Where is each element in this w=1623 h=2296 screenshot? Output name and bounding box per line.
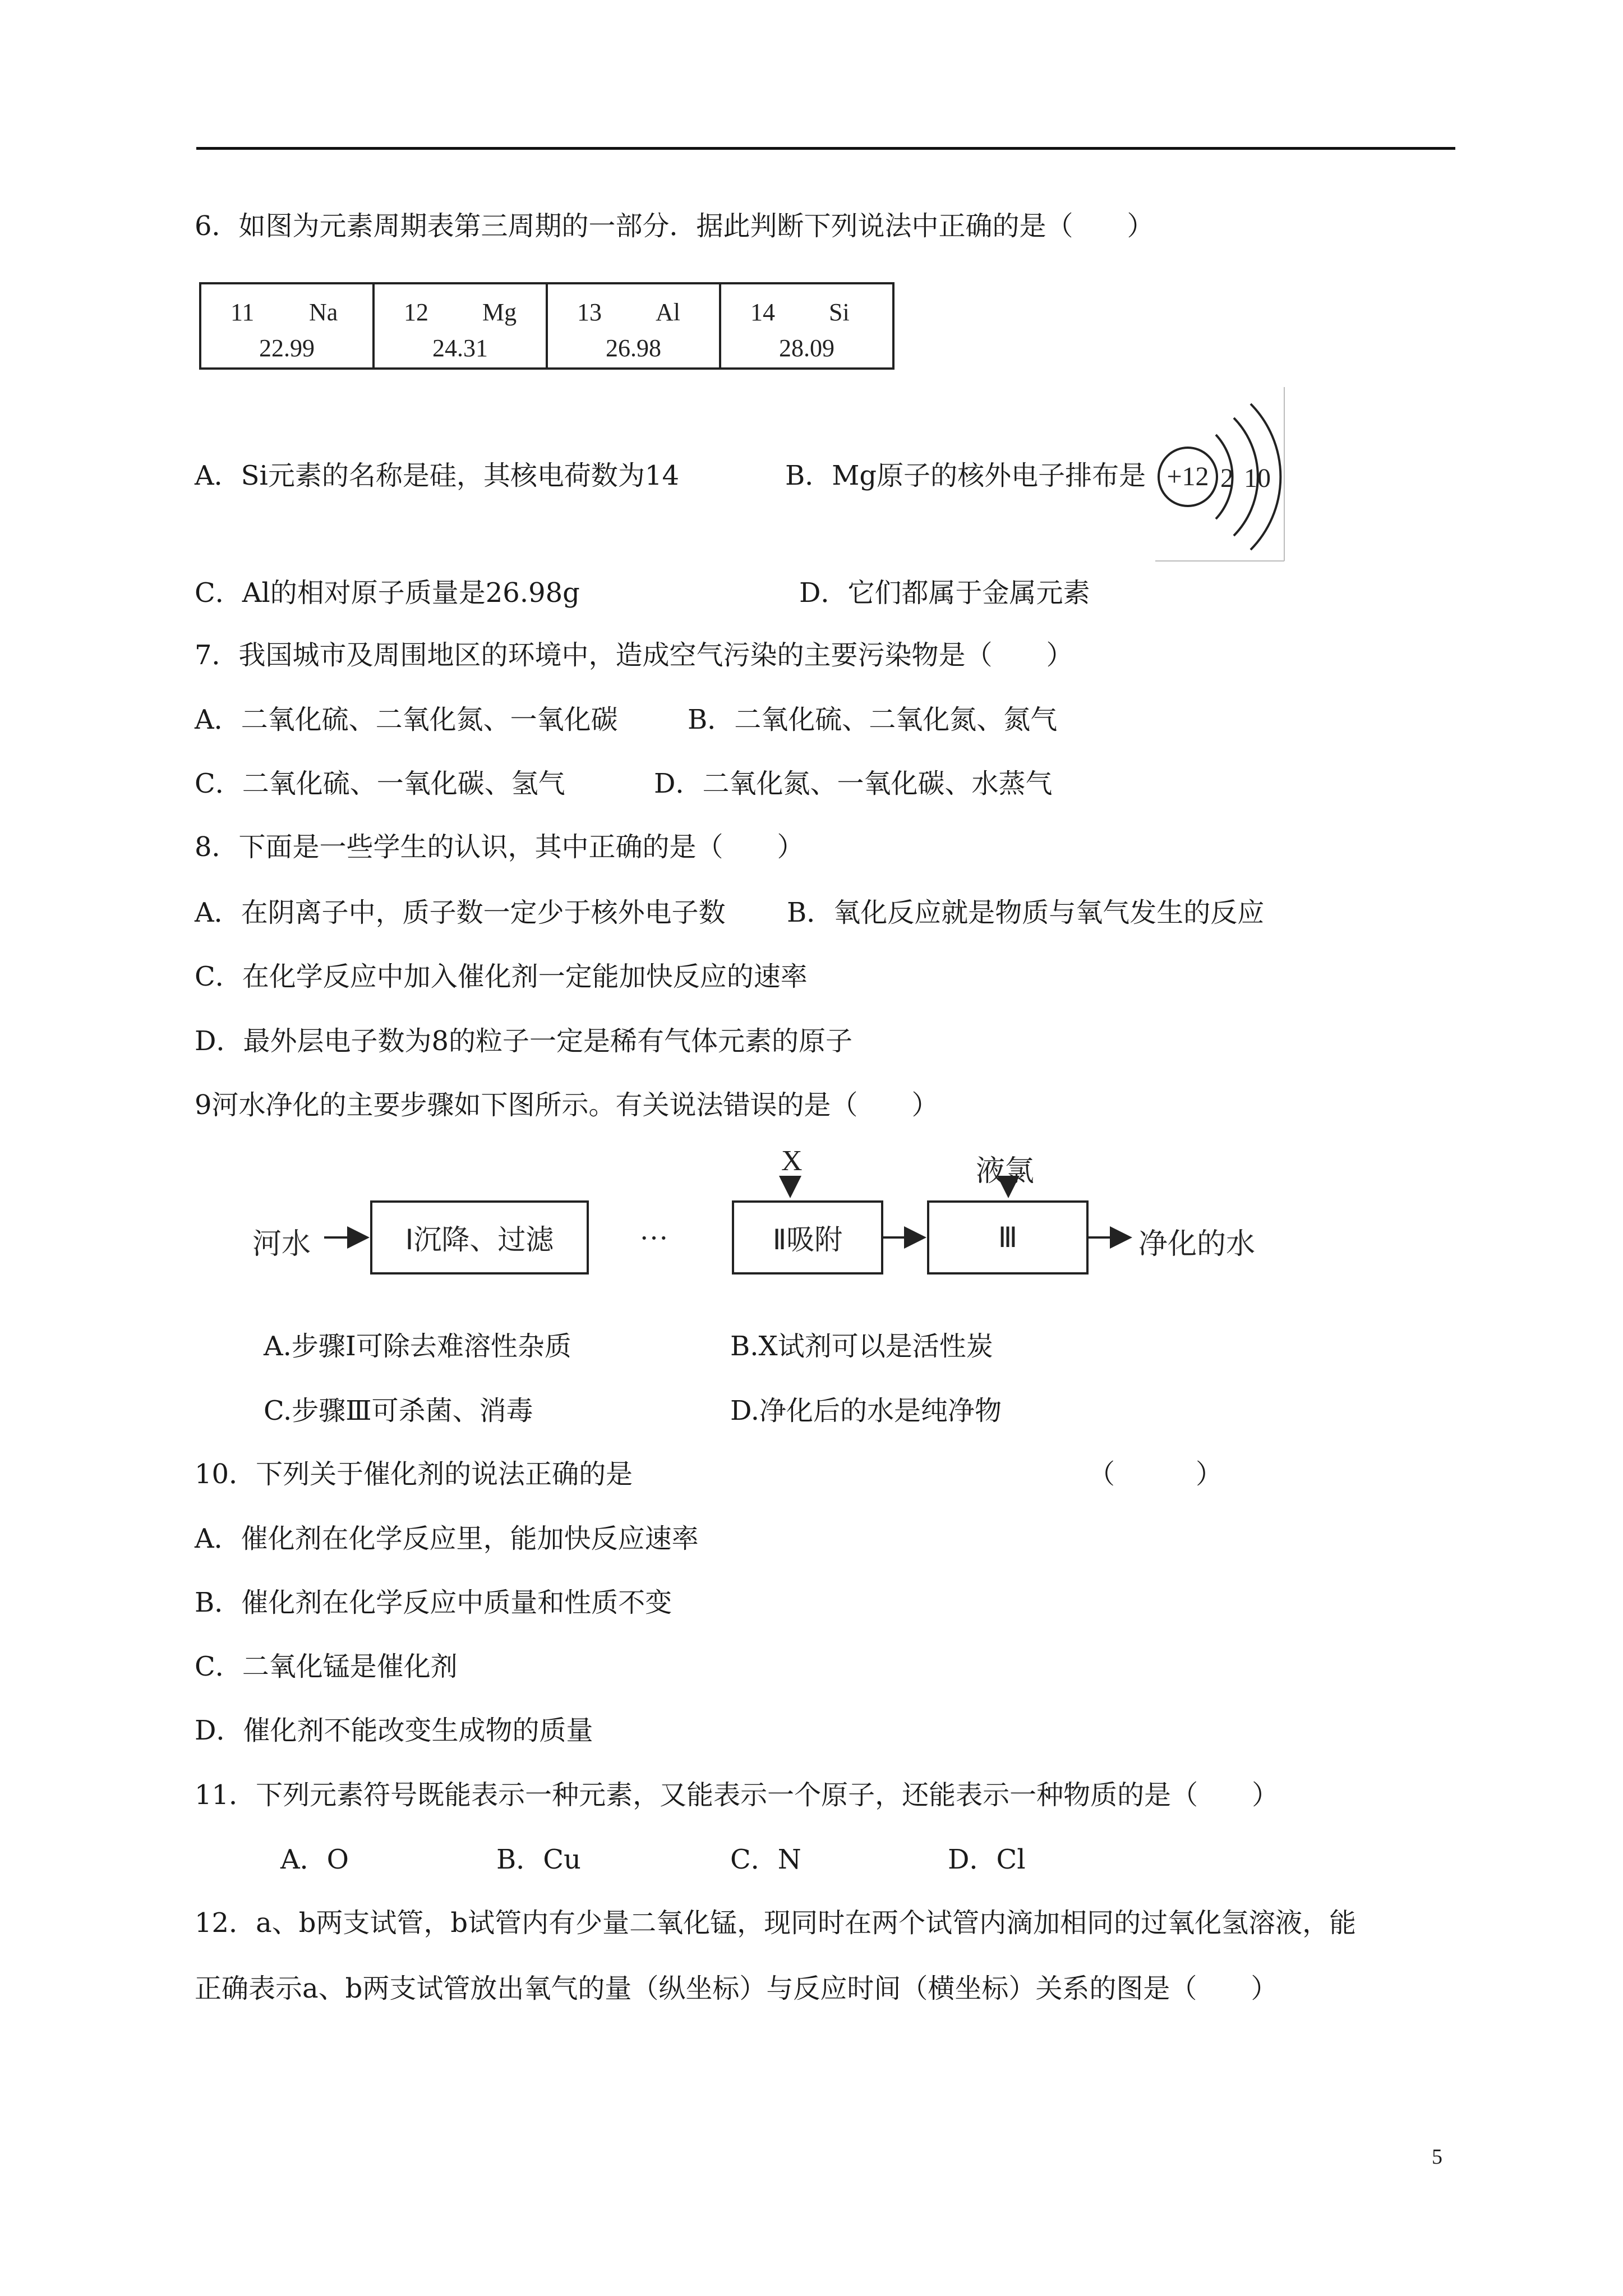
page-number: 5 <box>1432 2145 1442 2169</box>
q10-stem: 10．下列关于催化剂的说法正确的是 <box>195 1458 633 1490</box>
q7-stem: 7．我国城市及周围地区的环境中，造成空气污染的主要污染物是（ ） <box>195 639 1073 671</box>
atomic-mass: 24.31 <box>432 334 488 362</box>
flow-output-purified-water: 净化的水 <box>1138 1228 1256 1260</box>
q8-stem: 8．下面是一些学生的认识，其中正确的是（ ） <box>195 831 804 863</box>
element-cell-na <box>201 284 375 367</box>
q6-option-b[interactable]: B．Mg原子的核外电子排布是 <box>785 460 1146 491</box>
water-purification-flow-diagram <box>252 1144 1273 1301</box>
q6-option-d[interactable]: D．它们都属于金属元素 <box>799 577 1090 609</box>
q11-option-a[interactable]: A．O <box>280 1844 349 1875</box>
flow-step1-box: Ⅰ沉降、过滤 <box>370 1200 589 1274</box>
flow-liquid-chlorine: 液氯 <box>976 1156 1035 1188</box>
element-symbol: Si <box>829 298 850 326</box>
q8-option-c[interactable]: C．在化学反应中加入催化剂一定能加快反应的速率 <box>195 961 808 992</box>
q10-option-b[interactable]: B．催化剂在化学反应中质量和性质不变 <box>195 1587 672 1618</box>
q9-stem: 9河水净化的主要步骤如下图所示。有关说法错误的是（ ） <box>195 1089 939 1121</box>
q12-stem-line1: 12．a、b两支试管，b试管内有少量二氧化锰，现同时在两个试管内滴加相同的过氧化氢溶液，能 <box>195 1907 1357 1939</box>
atomic-number: 12 <box>404 298 428 326</box>
q11-option-b[interactable]: B．Cu <box>496 1844 581 1875</box>
nucleus-charge: +12 <box>1166 462 1209 491</box>
q9-option-b[interactable]: B.X试剂可以是活性炭 <box>730 1331 993 1362</box>
atomic-number: 11 <box>230 298 255 326</box>
q11-stem: 11．下列元素符号既能表示一种元素，又能表示一个原子，还能表示一种物质的是（ ） <box>195 1779 1279 1811</box>
q10-option-a[interactable]: A．催化剂在化学反应里，能加快反应速率 <box>195 1523 699 1554</box>
q12-stem-line2: 正确表示a、b两支试管放出氧气的量（纵坐标）与反应时间（横坐标）关系的图是（ ） <box>195 1973 1278 2004</box>
shell2-electrons: 10 <box>1244 463 1271 493</box>
q11-option-c[interactable]: C．N <box>730 1844 801 1875</box>
element-cell-si <box>721 284 892 367</box>
q9-option-a[interactable]: A.步骤Ⅰ可除去难溶性杂质 <box>264 1331 571 1362</box>
flow-input-river-water: 河水 <box>252 1228 311 1260</box>
flow-step2-box: Ⅱ吸附 <box>732 1200 883 1274</box>
q9-option-d[interactable]: D.净化后的水是纯净物 <box>730 1395 1002 1427</box>
element-cell-al <box>548 284 721 367</box>
q10-answer-bracket: （ ） <box>1088 1458 1223 1490</box>
element-symbol: Al <box>656 298 680 326</box>
flow-ellipsis: ··· <box>639 1222 668 1254</box>
q8-option-b[interactable]: B．氧化反应就是物质与氧气发生的反应 <box>787 897 1265 928</box>
shell1-electrons: 2 <box>1220 463 1234 493</box>
q6-stem: 6．如图为元素周期表第三周期的一部分．据此判断下列说法中正确的是（ ） <box>195 210 1154 242</box>
q10-option-c[interactable]: C．二氧化锰是催化剂 <box>195 1651 458 1682</box>
element-symbol: Na <box>309 298 338 326</box>
periodic-table-excerpt <box>199 282 895 370</box>
q7-option-d[interactable]: D．二氧化氮、一氧化碳、水蒸气 <box>654 768 1053 799</box>
atomic-number: 14 <box>750 298 775 326</box>
q8-option-d[interactable]: D．最外层电子数为8的粒子一定是稀有气体元素的原子 <box>195 1025 853 1057</box>
q8-option-a[interactable]: A．在阴离子中，质子数一定少于核外电子数 <box>195 897 726 928</box>
q7-option-a[interactable]: A．二氧化硫、二氧化氮、一氧化碳 <box>195 704 618 735</box>
q6-option-c[interactable]: C．Al的相对原子质量是26.98g <box>195 577 580 609</box>
flow-step3-box: Ⅲ <box>927 1200 1089 1274</box>
element-cell-mg <box>375 284 548 367</box>
q11-option-d[interactable]: D．Cl <box>948 1844 1026 1875</box>
atomic-number: 13 <box>577 298 602 326</box>
element-symbol: Mg <box>482 298 517 326</box>
q7-option-b[interactable]: B．二氧化硫、二氧化氮、氮气 <box>688 704 1058 735</box>
q7-option-c[interactable]: C．二氧化硫、一氧化碳、氢气 <box>195 768 565 799</box>
q6-option-a[interactable]: A．Si元素的名称是硅，其核电荷数为14 <box>195 460 679 491</box>
header-rule <box>196 147 1455 150</box>
mg-atom-structure-diagram <box>1155 387 1290 567</box>
atomic-mass: 28.09 <box>779 334 834 362</box>
flow-reagent-x: X <box>781 1145 803 1177</box>
q9-option-c[interactable]: C.步骤Ⅲ可杀菌、消毒 <box>264 1395 533 1427</box>
q10-option-d[interactable]: D．催化剂不能改变生成物的质量 <box>195 1715 593 1746</box>
atomic-mass: 26.98 <box>606 334 661 362</box>
atomic-mass: 22.99 <box>259 334 315 362</box>
